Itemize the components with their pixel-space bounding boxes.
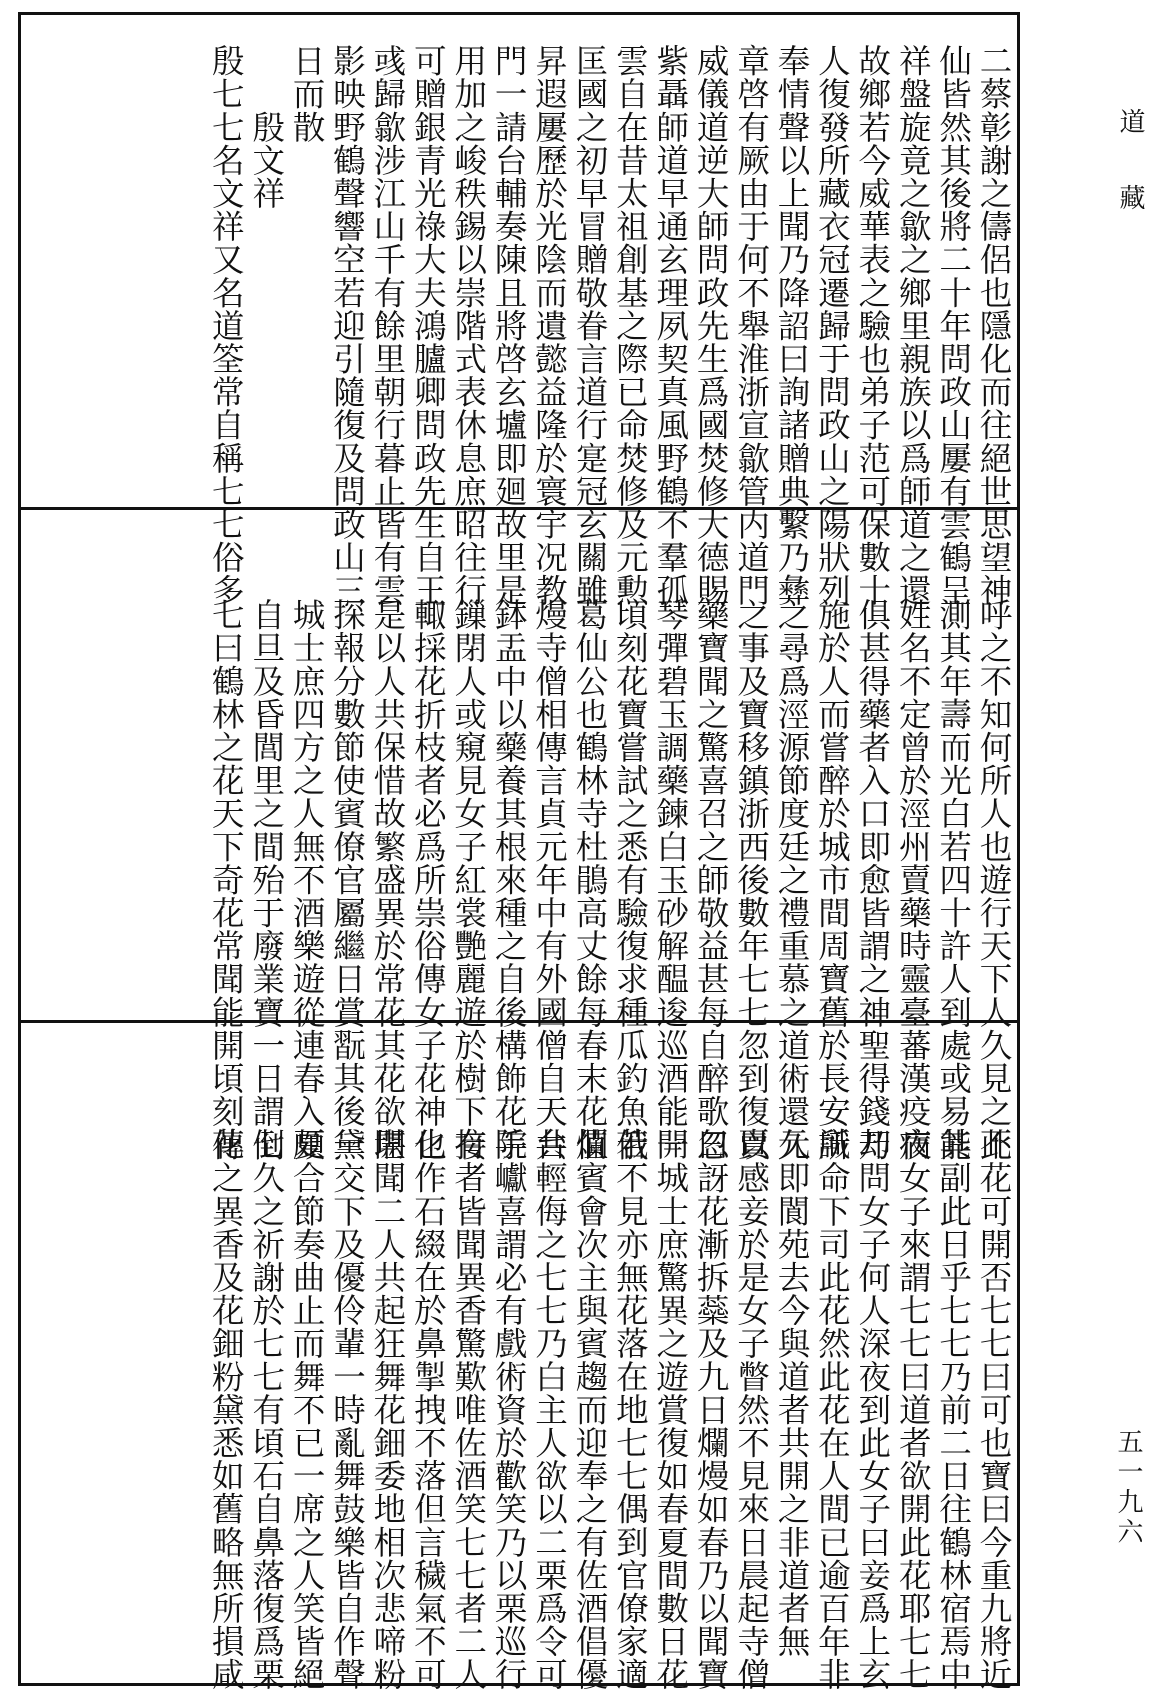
text-column: 手巘喜謂必有戲術資於歡笑乃以栗巡行 xyxy=(490,1128,529,1691)
text-column: 一城士庶驚異之遊賞復如春夏間數日花 xyxy=(651,1128,690,1691)
text-section-1 xyxy=(74,44,1014,607)
text-column: 日而散 xyxy=(288,44,327,144)
text-column: 堪聞二人共起狂舞花鈿委地相次悲啼粉 xyxy=(368,1128,407,1691)
text-column: 彧歸歙涉江山千有餘里朝行暮止皆有雲 xyxy=(368,44,407,607)
collection-title: 道藏 xyxy=(1115,108,1145,260)
text-column: 用加之峻秩錫以崇階式表休息庶昭往行 xyxy=(449,44,488,607)
text-column: 探報分數節使賓僚官屬繼日賞翫其後一 xyxy=(328,598,367,1161)
text-column: 夜女子來謂七七曰道者欲開此花耶七七 xyxy=(894,1128,933,1691)
text-column: 頃刻花寶嘗試之悉有驗復求種瓜釣魚若 xyxy=(611,598,650,1161)
text-column: 人復發所藏衣冠遷歸于問政山之陽狀列 xyxy=(813,44,852,607)
text-column: 匡國之初早冒贈敬眷言道行寔冠玄關雖 xyxy=(570,44,609,607)
text-column: 葛仙公也鶴林寺杜鵑高丈餘每春末花爛 xyxy=(570,598,609,1161)
text-column: 化作石綴在於鼻掣拽不落但言穢氣不可 xyxy=(409,1128,448,1691)
text-column: 自旦及昏閭里之間殆于廢業寶一日謂七 xyxy=(247,598,286,1161)
text-column: 城士庶四方之人無不酒樂遊從連春入夏 xyxy=(288,598,327,1161)
text-column: 七曰鶴林之花天下奇花常聞能開頃刻花 xyxy=(207,598,246,1161)
text-column: 值賓會次主與賓趨而迎奉之有佐酒倡優 xyxy=(570,1128,609,1691)
text-column: 姓名不定曾於涇州賣藥時靈臺蕃漢疫病 xyxy=(894,598,933,1161)
text-column: 呼之不知何所人也遊行天下人久見之不 xyxy=(975,598,1013,1161)
text-column: 奉情聲以上聞乃降詔曰詢諸贈典繫乃彝 xyxy=(772,44,811,607)
text-column: 鏁閉人或窺見女子紅裳艷麗遊於樹下有 xyxy=(449,598,488,1161)
text-column: 熳寺僧相傳言貞元年中有外國僧自天台 xyxy=(530,598,569,1161)
text-column: 可贈銀青光祿大夫鴻臚卿問政先生自王 xyxy=(409,44,448,607)
text-column: 琴彈碧玉調藥鍊白玉砂解醖逡巡酒能開 xyxy=(651,598,690,1161)
text-column: 俄不見亦無花落在地七七偶到官僚家適 xyxy=(611,1128,650,1691)
text-column: 能副此日乎七七乃前二日往鶴林宿焉中 xyxy=(934,1128,973,1691)
page-number: 五一九六 xyxy=(1113,1428,1143,1548)
text-column: 忽訝花漸拆蘂及九日爛熳如春乃以聞寶 xyxy=(692,1128,731,1691)
text-column: 乃問女子何人深夜到此女子曰妾爲上玄 xyxy=(853,1128,892,1691)
text-column: 倒久之祈謝於七七有頃石自鼻落復爲栗 xyxy=(247,1128,286,1691)
text-column: 影映野鶴聲響空若迎引隨復及問政山三 xyxy=(328,44,367,607)
text-column: 頗合節奏曲止而舞不已一席之人笑皆絕 xyxy=(288,1128,327,1691)
text-section-2 xyxy=(74,598,1014,1161)
text-column: 昇遐屢歷於光陰而遺懿益隆於寰宇况教 xyxy=(530,44,569,607)
text-column: 威儀道逆大師問政先生爲國焚修大德賜 xyxy=(692,44,731,607)
text-column: 接者皆聞異香驚歎唯佐酒笑七七者二人 xyxy=(449,1128,488,1691)
text-column: 鉢盂中以藥養其根來種之自後構飾花院 xyxy=(490,598,529,1161)
text-column: 門一請台輔奏陳且將啓玄壚即廻故里是 xyxy=(490,44,529,607)
text-column: 測其年壽而光白若四十許人到處或易其 xyxy=(934,598,973,1161)
text-column: 藥寶聞之驚喜召之師敬益甚每自醉歌曰 xyxy=(692,598,731,1161)
text-column: 以感妾於是女子瞥然不見來日晨起寺僧 xyxy=(732,1128,771,1691)
text-column: 之尋爲涇源節度廷之禮重慕之道術還元 xyxy=(772,598,811,1161)
text-column: 此花可開否七七曰可也寶曰今重九將近 xyxy=(975,1128,1013,1691)
text-column: 黛交下及優伶輩一時亂舞鼓樂皆自作聲 xyxy=(328,1128,367,1691)
text-column: 故鄉若今威華表之驗也弟子范可保數十 xyxy=(853,44,892,607)
text-column: 傳之異香及花鈿粉黛悉如舊略無所損咸 xyxy=(207,1128,246,1691)
text-column: 輙採花折枝者必爲所祟俗傳女子花神也 xyxy=(409,598,448,1161)
text-column: 紫聶師道早通玄理夙契真風野鶴不羣孤 xyxy=(651,44,690,607)
text-column: 祥盤旋竟之歙之鄉里親族以爲師道之還 xyxy=(894,44,933,607)
text-column: 仙皆然其後將二十年問政山屢有雲鶴呈 xyxy=(934,44,973,607)
text-column: 所命下司此花然此花在人間已逾百年非 xyxy=(813,1128,852,1691)
text-column: 殷文祥 xyxy=(247,44,286,210)
text-column: 共輕侮之七七乃白主人欲以二栗爲令可 xyxy=(530,1128,569,1691)
text-column: 雲自在昔太祖創基之際已命焚修及元勲 xyxy=(611,44,650,607)
text-column: 施於人而嘗醉於城市間周寶舊於長安識 xyxy=(813,598,852,1161)
text-column: 二蔡彰謝之儔侶也隱化而往絕世思望神 xyxy=(975,44,1013,607)
text-section-3 xyxy=(74,1128,1014,1691)
text-column: 之事及寶移鎮浙西後數年七七忽到復賣 xyxy=(732,598,771,1161)
text-column: 是以人共保惜故繁盛異於常花其花欲開 xyxy=(368,598,407,1161)
text-column: 章啓有厥由于何不舉淮浙宣歙管内道門 xyxy=(732,44,771,607)
text-column: 久即閬苑去今與道者共開之非道者無 xyxy=(772,1128,811,1658)
text-column: 俱甚得藥者入口即愈皆謂之神聖得錢却 xyxy=(853,598,892,1161)
text-column: 殷七七名文祥又名道筌常自稱七七俗多 xyxy=(207,44,246,607)
